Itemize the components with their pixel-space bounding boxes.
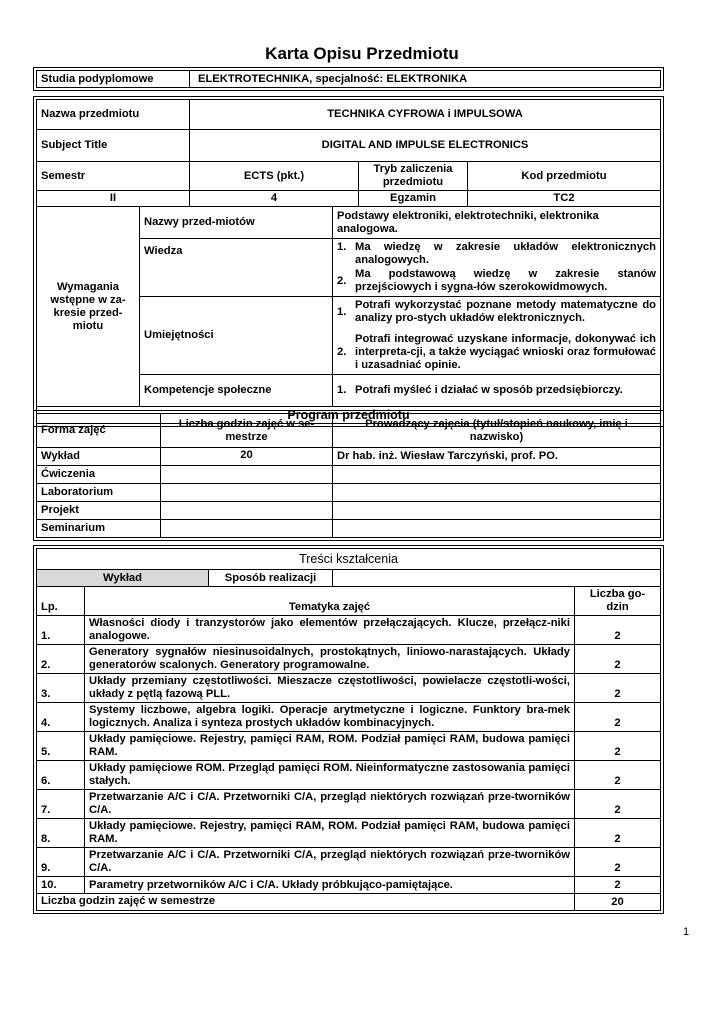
lp-cell: 5. xyxy=(37,732,85,761)
lp-cell: 2. xyxy=(37,645,85,674)
hours-cell: 2 xyxy=(575,732,661,761)
hours-cell: 2 xyxy=(575,674,661,703)
studies-section xyxy=(33,67,664,91)
table-row xyxy=(37,732,661,761)
teacher-cell: Dr hab. inż. Wiesław Tarczyński, prof. PO. xyxy=(333,448,661,466)
knowledge-label: Wiedza xyxy=(140,239,333,297)
method-value xyxy=(333,570,661,587)
lp-cell: 1. xyxy=(37,616,85,645)
knowledge-list xyxy=(333,239,661,297)
hours-cell: 2 xyxy=(575,790,661,819)
hours-cell: 2 xyxy=(575,819,661,848)
program-heading: Program przedmiotu xyxy=(37,407,661,424)
ects-value: 4 xyxy=(190,191,359,207)
hours-cell xyxy=(161,484,333,502)
table-row xyxy=(37,616,661,645)
lp-cell: 7. xyxy=(37,790,85,819)
hours-cell: 2 xyxy=(575,877,661,894)
table-row xyxy=(37,520,661,538)
topic-cell: Układy pamięciowe. Rejestry, pamięci RAM, ROM. Podział pamięci RAM, budowa pamięci RAM. xyxy=(85,819,575,848)
topic-cell: Parametry przetworników A/C i C/A. Układy próbkująco-pamiętające. xyxy=(85,877,575,894)
topic-cell: Generatory sygnałów niesinusoidalnych, prostokątnych, liniowo-narastających. Układy generatorów scalonych. Generatory programowalne. xyxy=(85,645,575,674)
exam-mode-header: Tryb zaliczenia przedmiotu xyxy=(359,162,468,191)
lp-cell: 3. xyxy=(37,674,85,703)
forms-header-hours: Liczba godzin zajęć w se-mestrze xyxy=(161,414,333,448)
topic-cell: Systemy liczbowe, algebra logiki. Operacje arytmetyczne i logiczne. Funktory bra-mek logicznych. Analiza i synteza prostych układów kombinacyjnych. xyxy=(85,703,575,732)
hours-cell xyxy=(161,502,333,520)
topic-cell: Układy pamięciowe. Rejestry, pamięci RAM, ROM. Podział pamięci RAM, budowa pamięci RAM. xyxy=(85,732,575,761)
hours-cell: 2 xyxy=(575,703,661,732)
list-item: 1. Ma wiedzę w zakresie układów elektronicznych analogowych. xyxy=(337,241,656,266)
list-item: 2. Ma podstawową wiedzę w zakresie stanów przejściowych i sygna-łów szerokowidmowych. xyxy=(337,268,656,293)
topic-cell: Układy pamięciowe ROM. Przegląd pamięci ROM. Nieinformatyczne zastosowania pamięci stałych. xyxy=(85,761,575,790)
lp-cell: 8. xyxy=(37,819,85,848)
topic-cell: Układy przemiany częstotliwości. Mieszacze częstotliwości, powielacze częstotli-wości, układy z pętlą fazową PLL. xyxy=(85,674,575,703)
table-row xyxy=(37,877,661,894)
total-value: 20 xyxy=(575,894,661,911)
hours-cell: 2 xyxy=(575,616,661,645)
code-value: TC2 xyxy=(468,191,661,207)
method-label: Sposób realizacji xyxy=(209,570,333,587)
requirements-label: Wymagania wstępne w za-kresie przed-miotu xyxy=(37,207,140,407)
lp-cell: 9. xyxy=(37,848,85,877)
prev-subjects-label: Nazwy przed-miotów xyxy=(140,207,333,239)
hours-cell: 2 xyxy=(575,761,661,790)
list-item: 2. Potrafi integrować uzyskane informacje, dokonywać ich interpreta-cji, a także wyciągać wnioski oraz formułować i uzasadniać opinie. xyxy=(337,333,656,371)
subject-name-value: TECHNIKA CYFROWA i IMPULSOWA xyxy=(190,100,661,130)
hours-cell: 2 xyxy=(575,848,661,877)
table-row xyxy=(37,703,661,732)
teacher-cell xyxy=(333,502,661,520)
table-row xyxy=(37,448,661,466)
studies-label: Studia podyplomowe xyxy=(37,71,190,88)
semester-value: II xyxy=(37,191,190,207)
col-hours: Liczba go-dzin xyxy=(575,587,661,616)
semester-header: Semestr xyxy=(37,162,190,191)
col-lp: Lp. xyxy=(37,587,85,616)
form-cell: Wykład xyxy=(37,448,161,466)
subject-title-value: DIGITAL AND IMPULSE ELECTRONICS xyxy=(190,130,661,162)
competence-label: Kompetencje społeczne xyxy=(140,375,333,407)
hours-cell: 2 xyxy=(575,645,661,674)
lp-cell: 10. xyxy=(37,877,85,894)
teacher-cell xyxy=(333,466,661,484)
table-row xyxy=(37,484,661,502)
table-row xyxy=(37,466,661,484)
list-item: 1. Potrafi wykorzystać poznane metody matematyczne do analizy pro-stych układów elektronicznych. xyxy=(337,299,656,324)
subject-title-label: Subject Title xyxy=(37,130,190,162)
forms-section xyxy=(33,410,664,541)
skills-label: Umiejętności xyxy=(140,297,333,375)
form-cell: Laboratorium xyxy=(37,484,161,502)
topic-cell: Przetwarzanie A/C i C/A. Przetworniki C/A, przegląd niektórych rozwiązań prze-tworników C/A. xyxy=(85,848,575,877)
col-topic: Tematyka zajęć xyxy=(85,587,575,616)
form-cell: Projekt xyxy=(37,502,161,520)
class-type-cell: Wykład xyxy=(37,570,209,587)
topic-cell: Własności diody i tranzystorów jako elementów przełączających. Klucze, przełącz-niki analogowe. xyxy=(85,616,575,645)
table-row xyxy=(37,790,661,819)
table-row xyxy=(37,761,661,790)
form-cell: Ćwiczenia xyxy=(37,466,161,484)
teacher-cell xyxy=(333,484,661,502)
teacher-cell xyxy=(333,520,661,538)
content-title: Treści kształcenia xyxy=(37,549,661,570)
page-number: 1 xyxy=(683,926,690,938)
hours-cell: 20 xyxy=(161,448,333,466)
forms-header-form: Forma zajęć xyxy=(37,414,161,448)
hours-cell xyxy=(161,466,333,484)
exam-mode-value: Egzamin xyxy=(359,191,468,207)
form-cell: Seminarium xyxy=(37,520,161,538)
table-row xyxy=(37,645,661,674)
subject-section xyxy=(33,96,664,427)
table-row xyxy=(37,674,661,703)
page-title: Karta Opisu Przedmiotu xyxy=(265,44,459,63)
total-label: Liczba godzin zajęć w semestrze xyxy=(37,894,575,911)
table-row xyxy=(37,848,661,877)
competence-list xyxy=(333,375,661,407)
subject-name-label: Nazwa przedmiotu xyxy=(37,100,190,130)
content-section xyxy=(33,545,664,914)
prev-subjects-value: Podstawy elektroniki, elektrotechniki, elektronika analogowa. xyxy=(333,207,661,239)
list-item: 1. Potrafi myśleć i działać w sposób przedsiębiorczy. xyxy=(337,384,623,396)
table-row xyxy=(37,819,661,848)
topic-cell: Przetwarzanie A/C i C/A. Przetworniki C/A, przegląd niektórych rozwiązań prze-tworników C/A. xyxy=(85,790,575,819)
lp-cell: 4. xyxy=(37,703,85,732)
code-header: Kod przedmiotu xyxy=(468,162,661,191)
hours-cell xyxy=(161,520,333,538)
studies-value: ELEKTROTECHNIKA, specjalność: ELEKTRONIKA xyxy=(190,71,661,88)
table-row xyxy=(37,502,661,520)
forms-header-teacher: Prowadzący zajęcia (tytuł/stopień naukowy, imię i nazwisko) xyxy=(333,414,661,448)
lp-cell: 6. xyxy=(37,761,85,790)
ects-header: ECTS (pkt.) xyxy=(190,162,359,191)
skills-list xyxy=(333,297,661,375)
